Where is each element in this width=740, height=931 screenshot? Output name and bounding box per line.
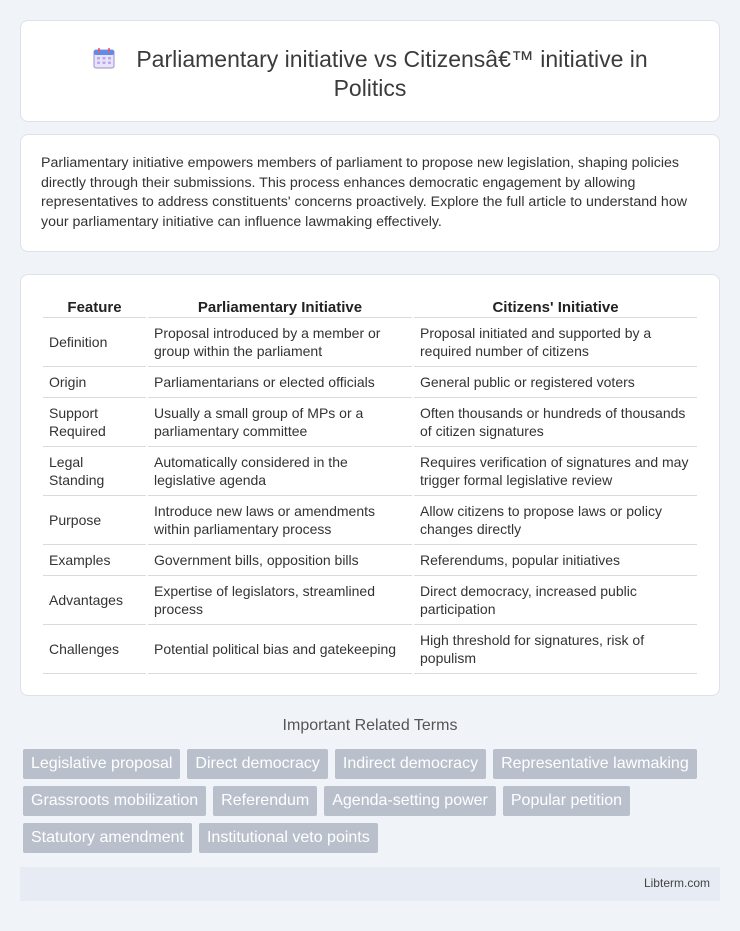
parliamentary-cell: Automatically considered in the legislative agenda: [148, 447, 412, 496]
related-terms-list: [23, 749, 713, 853]
table-row: [43, 318, 697, 367]
related-term-tag[interactable]: Grassroots mobilization: [23, 786, 206, 816]
parliamentary-cell: Expertise of legislators, streamlined process: [148, 576, 412, 625]
citizens-cell: High threshold for signatures, risk of populism: [414, 625, 697, 674]
table-row: [43, 576, 697, 625]
table-row: [43, 398, 697, 447]
column-header-parliamentary: Parliamentary Initiative: [148, 297, 412, 318]
parliamentary-cell: Introduce new laws or amendments within parliamentary process: [148, 496, 412, 545]
feature-cell: Support Required: [43, 398, 146, 447]
parliamentary-cell: Usually a small group of MPs or a parliamentary committee: [148, 398, 412, 447]
related-term-tag[interactable]: Referendum: [213, 786, 317, 816]
feature-cell: Challenges: [43, 625, 146, 674]
parliamentary-cell: Parliamentarians or elected officials: [148, 367, 412, 398]
parliamentary-cell: Potential political bias and gatekeeping: [148, 625, 412, 674]
table-row: [43, 496, 697, 545]
feature-cell: Definition: [43, 318, 146, 367]
title-line-1: Parliamentary initiative vs Citizensâ€™ initiative in: [136, 46, 648, 72]
intro-card: [20, 134, 720, 252]
feature-cell: Advantages: [43, 576, 146, 625]
citizens-cell: Requires verification of signatures and may trigger formal legislative review: [414, 447, 697, 496]
feature-cell: Examples: [43, 545, 146, 576]
feature-cell: Origin: [43, 367, 146, 398]
table-row: [43, 367, 697, 398]
related-term-tag[interactable]: Representative lawmaking: [493, 749, 697, 779]
related-terms-heading: Important Related Terms: [282, 717, 458, 734]
column-header-citizens: Citizens' Initiative: [414, 297, 697, 318]
citizens-cell: Direct democracy, increased public participation: [414, 576, 697, 625]
table-row: [43, 625, 697, 674]
footer: [20, 867, 720, 901]
title-line-2: Politics: [333, 75, 407, 101]
related-term-tag[interactable]: Agenda-setting power: [324, 786, 496, 816]
column-header-feature: Feature: [43, 297, 146, 318]
parliamentary-cell: Government bills, opposition bills: [148, 545, 412, 576]
footer-site-link[interactable]: Libterm.com: [643, 876, 710, 890]
comparison-card: [20, 274, 720, 696]
table-header-row: [43, 297, 697, 318]
citizens-cell: Allow citizens to propose laws or policy changes directly: [414, 496, 697, 545]
comparison-table: [41, 297, 699, 674]
related-term-tag[interactable]: Institutional veto points: [199, 823, 378, 853]
table-row: [43, 545, 697, 576]
related-term-tag[interactable]: Legislative proposal: [23, 749, 180, 779]
related-term-tag[interactable]: Indirect democracy: [335, 749, 486, 779]
calendar-icon: [92, 46, 116, 70]
citizens-cell: General public or registered voters: [414, 367, 697, 398]
related-term-tag[interactable]: Direct democracy: [187, 749, 327, 779]
parliamentary-cell: Proposal introduced by a member or group within the parliament: [148, 318, 412, 367]
feature-cell: Purpose: [43, 496, 146, 545]
page-title: [21, 45, 719, 103]
title-card: [20, 20, 720, 122]
related-term-tag[interactable]: Popular petition: [503, 786, 630, 816]
citizens-cell: Proposal initiated and supported by a required number of citizens: [414, 318, 697, 367]
table-row: [43, 447, 697, 496]
citizens-cell: Often thousands or hundreds of thousands of citizen signatures: [414, 398, 697, 447]
related-term-tag[interactable]: Statutory amendment: [23, 823, 192, 853]
intro-paragraph: Parliamentary initiative empowers members of parliament to propose new legislation, shaping policies directly through their submissions. This process enhances democratic engagement by allowing representatives to address constituents' concerns proactively. Explore the full article to understand how your parliamentary initiative can influence lawmaking effectively.: [41, 155, 687, 230]
feature-cell: Legal Standing: [43, 447, 146, 496]
citizens-cell: Referendums, popular initiatives: [414, 545, 697, 576]
